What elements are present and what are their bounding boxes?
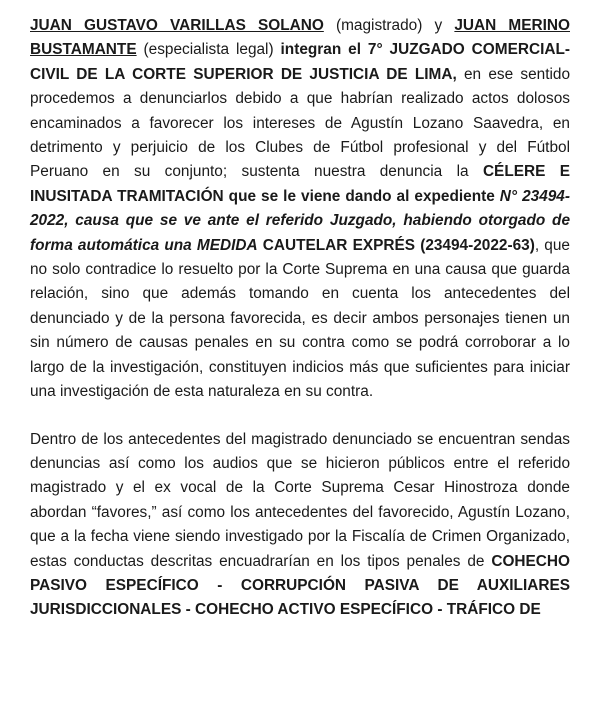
text-run: largo de la investigación, constituyen indicios más que suficientes para iniciar — [30, 358, 570, 376]
text-run: (magistrado) y — [323, 17, 455, 34]
text-run: JUAN MERINO — [454, 17, 570, 34]
text-run: CÉLERE E — [482, 163, 570, 181]
text-line — [30, 452, 570, 476]
text-run: encaminados a favorecer los intereses de Agustín Lozano Saavedra, en — [30, 114, 570, 132]
paragraph — [30, 428, 570, 623]
text-line — [30, 331, 570, 355]
text-line — [30, 112, 570, 136]
text-run: JUAN GUSTAVO VARILLAS SOLANO — [30, 17, 324, 34]
document-body — [30, 14, 570, 623]
text-line — [30, 476, 570, 500]
text-run: abordan “favores,” así como los antecedentes del favorecido, Agustín Lozano, — [30, 503, 570, 521]
text-run: BUSTAMANTE — [30, 41, 137, 59]
text-line — [30, 307, 570, 331]
text-line — [30, 258, 570, 282]
text-line — [30, 185, 570, 209]
text-run: que a la fecha viene siendo investigado por la Fiscalía de Crimen Organizado, — [30, 528, 570, 546]
text-run: , que — [534, 236, 570, 254]
text-run: (especialista legal) — [136, 41, 281, 59]
text-line — [30, 63, 570, 87]
text-line — [30, 501, 570, 525]
text-line — [30, 136, 570, 160]
text-run: 2022, causa que se ve ante el referido Juzgado, habiendo otorgado de — [30, 212, 570, 230]
text-run: no solo contradice lo resuelto por la Corte Suprema en una causa que guarda — [30, 261, 570, 279]
text-line — [30, 380, 570, 404]
text-line — [30, 234, 570, 258]
text-run: magistrado y el ex vocal de la Corte Suprema Cesar Hinostroza donde — [30, 479, 570, 497]
text-line — [30, 87, 570, 111]
text-run: integran el 7° JUZGADO COMERCIAL- — [280, 41, 570, 59]
text-run: detrimento y perjuicio de los Clubes de Fútbol profesional y del Fútbol — [30, 139, 570, 157]
text-line — [30, 428, 570, 452]
text-run: N° 23494- — [499, 187, 570, 205]
text-run: COHECHO — [491, 552, 570, 570]
text-run: una investigación de esta naturaleza en su contra. — [30, 383, 374, 401]
text-run: estas conductas descritas encuadrarían en los tipos penales de — [30, 552, 492, 570]
text-run: CIVIL DE LA CORTE SUPERIOR DE JUSTICIA DE LIMA, — [30, 65, 457, 83]
text-line — [30, 356, 570, 380]
text-run: denunciado y de la persona favorecida, es decir ambos personajes tienen un — [30, 309, 570, 327]
text-line — [30, 282, 570, 306]
text-run: PASIVO ESPECÍFICO - CORRUPCIÓN PASIVA DE AUXILIARES — [30, 576, 570, 594]
text-run: Peruano en su conjunto; sustenta nuestra denuncia la — [30, 163, 483, 181]
text-line — [30, 574, 570, 598]
text-run: sin número de causas penales en su contra como se podrá corroborar a lo — [30, 334, 570, 352]
text-line — [30, 598, 570, 622]
text-run: en ese sentido — [456, 65, 571, 83]
text-line — [30, 550, 570, 574]
text-line — [30, 14, 570, 38]
text-run: denuncias así como los audios que se hicieron públicos entre el referido — [30, 454, 570, 472]
document-page — [30, 14, 570, 623]
text-line — [30, 160, 570, 184]
text-line — [30, 525, 570, 549]
text-run: CAUTELAR EXPRÉS (23494-2022-63) — [257, 236, 535, 254]
text-run: forma automática una MEDIDA — [30, 236, 258, 254]
text-run: procedemos a denunciarlos debido a que habrían realizado actos dolosos — [30, 90, 570, 108]
text-line — [30, 38, 570, 62]
text-line — [30, 209, 570, 233]
text-run: Dentro de los antecedentes del magistrado denunciado se encuentran sendas — [30, 430, 570, 448]
text-run: JURISDICCIONALES - COHECHO ACTIVO ESPECÍFICO - TRÁFICO DE — [30, 601, 541, 619]
paragraph — [30, 14, 570, 405]
text-run: INUSITADA TRAMITACIÓN que se le viene dando al expediente — [30, 187, 500, 205]
text-run: relación, sino que además tomando en cuenta los antecedentes del — [30, 285, 570, 303]
